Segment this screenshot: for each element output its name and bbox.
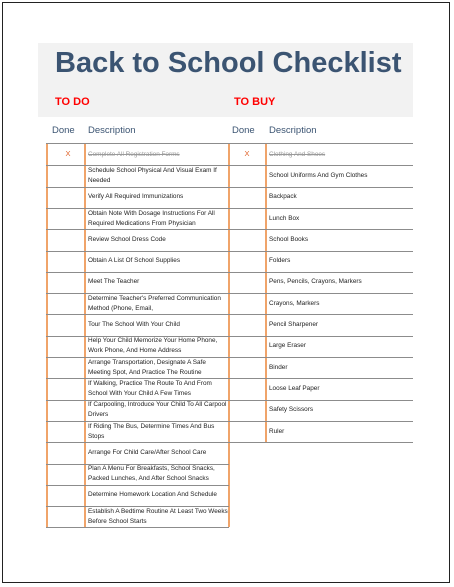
page-title: Back to School Checklist	[55, 47, 402, 79]
todo-item-description: If Carpooling, Introduce Your Child To All Carpool Drivers	[88, 401, 227, 419]
todo-done-mark[interactable]: X	[65, 149, 71, 158]
todo-item-description: Help Your Child Memorize Your Home Phone, Work Phone, And Home Address	[88, 337, 218, 355]
todo-item-description: Verify All Required Immunizations	[88, 193, 184, 201]
tobuy-item-description: Pens, Pencils, Crayons, Markers	[269, 278, 362, 286]
tobuy-item-description: Lunch Box	[269, 214, 300, 222]
column-header-row	[38, 117, 413, 144]
todo-item-description: Establish A Bedtime Routine At Least Two Weeks Before School Starts	[88, 507, 228, 525]
tobuy-item-description: School Uniforms And Gym Clothes	[269, 171, 368, 179]
todo-item-description: Obtain A List Of School Supplies	[88, 257, 181, 265]
tobuy-row-separator	[228, 442, 413, 443]
tobuy-item-description: Safety Scissors	[269, 406, 314, 414]
tobuy-item-description: Binder	[269, 363, 288, 371]
todo-done-header: Done	[52, 125, 75, 136]
header-band	[38, 43, 413, 117]
checklist-sheet	[38, 43, 413, 527]
tobuy-item-description: School Books	[269, 235, 309, 243]
tobuy-item-description: Pencil Sharpener	[269, 321, 319, 329]
tobuy-description-header: Description	[269, 125, 317, 136]
tobuy-item-description: Crayons, Markers	[269, 299, 320, 307]
todo-item-description: If Riding The Bus, Determine Times And Bus Stops	[88, 422, 215, 440]
tobuy-item-description: Ruler	[269, 427, 285, 435]
todo-item-description: Plan A Menu For Breakfasts, School Snacks, Packed Lunches, And After School Snacks	[88, 465, 215, 483]
todo-description-header: Description	[88, 125, 136, 136]
tobuy-item-description: Backpack	[269, 193, 297, 201]
tobuy-done-header: Done	[232, 125, 255, 136]
todo-item-description: Arrange For Child Care/After School Care	[88, 448, 207, 456]
todo-item-description: If Walking, Practice The Route To And From School With Your Child A Few Times	[88, 379, 212, 397]
tobuy-item-description: Loose Leaf Paper	[269, 384, 320, 392]
header-separator	[46, 143, 413, 144]
todo-row-separator	[46, 527, 229, 528]
todo-item-description: Obtain Note With Dosage Instructions For All Required Medications From Physician	[88, 209, 215, 227]
tobuy-heading: TO BUY	[234, 96, 276, 108]
tobuy-item-description: Large Eraser	[269, 342, 306, 350]
todo-item-description: Arrange Transportation, Designate A Safe Meeting Spot, And Practice The Routine	[88, 358, 206, 376]
todo-item-description: Determine Teacher's Preferred Communication Method (Phone, Email,	[88, 294, 221, 312]
todo-item-description: Tour The School With Your Child	[88, 321, 180, 329]
todo-item-description: Meet The Teacher	[88, 278, 140, 286]
todo-item-description: Schedule School Physical And Visual Exam If Needed	[88, 166, 217, 184]
todo-heading: TO DO	[55, 96, 90, 108]
tobuy-item-description: Folders	[269, 257, 291, 265]
todo-item-description: Review School Dress Code	[88, 235, 166, 243]
todo-item-description: Complete All Registration Forms	[88, 150, 180, 158]
todo-item-description: Determine Homework Location And Schedule	[88, 491, 217, 499]
tobuy-item-description: Clothing And Shoes	[269, 150, 326, 158]
tobuy-done-mark[interactable]: X	[244, 149, 250, 158]
